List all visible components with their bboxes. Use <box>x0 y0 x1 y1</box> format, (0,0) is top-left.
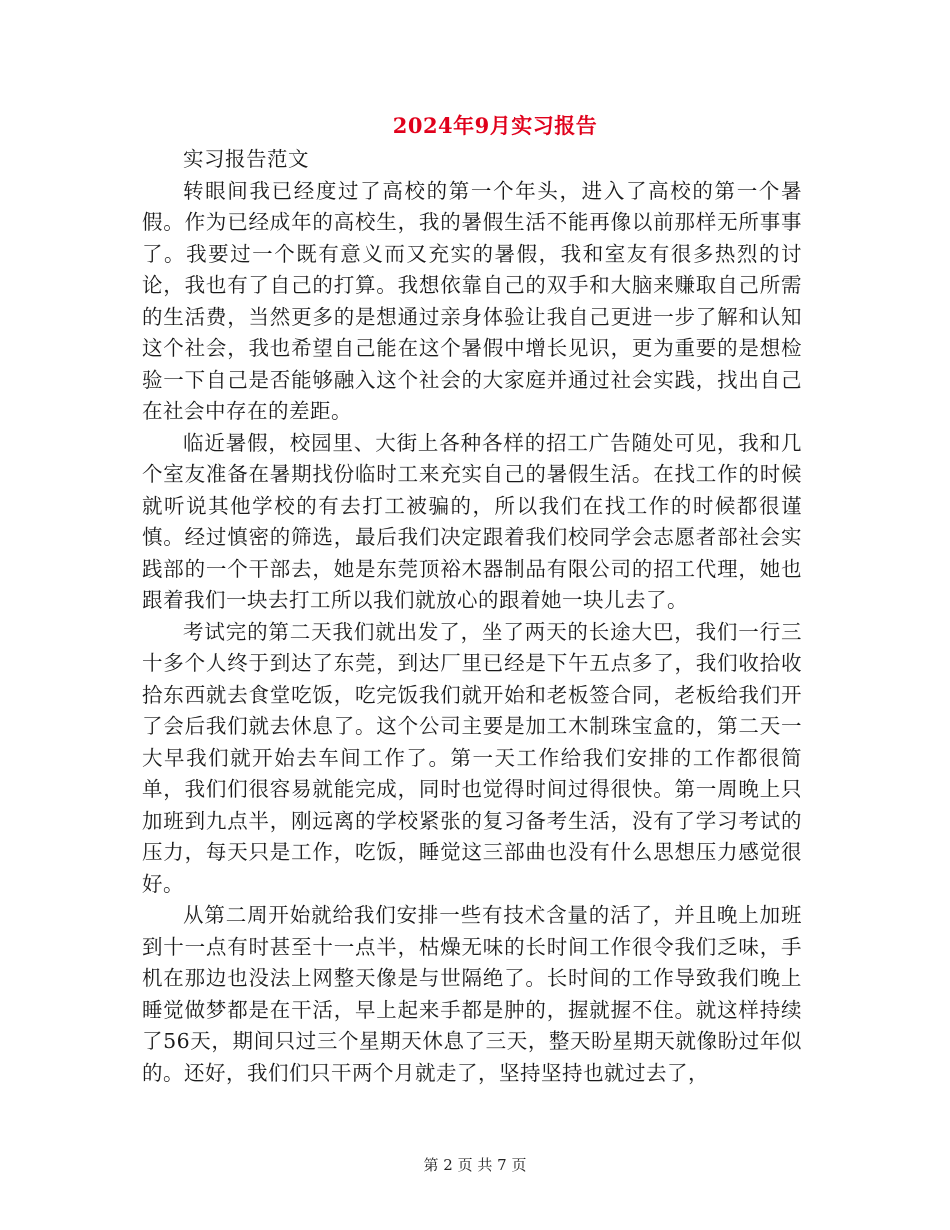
document-title: 2024年9月实习报告 <box>392 113 598 138</box>
paragraph: 从第二周开始就给我们安排一些有技术含量的活了，并且晚上加班到十一点有时甚至十一点半，枯燥无味的长时间工作很令我们乏味，手机在那边也没法上网整天像是与世隔绝了。长时间的工作导致我们晚上睡觉做梦都是在干活，早上起来手都是肿的，握就握不住。就这样持续了56天，期间只过三个星期天休息了三天，整天盼星期天就像盼过年似的。还好，我们们只干两个月就走了，坚持坚持也就过去了， <box>142 903 802 1085</box>
document-body <box>142 144 802 1089</box>
paragraph: 转眼间我已经度过了高校的第一个年头，进入了高校的第一个暑假。作为已经成年的高校生，我的暑假生活不能再像以前那样无所事事了。我要过一个既有意义而又充实的暑假，我和室友有很多热烈的讨论，我也有了自己的打算。我想依靠自己的双手和大脑来赚取自己所需的生活费，当然更多的是想通过亲身体验让我自己更进一步了解和认知这个社会，我也希望自己能在这个暑假中增长见识，更为重要的是想检验一下自己是否能够融入这个社会的大家庭并通过社会实践，找出自己在社会中存在的差距。 <box>142 178 802 423</box>
page-number-footer: 第 2 页 共 7 页 <box>423 1156 527 1174</box>
paragraph-subtitle: 实习报告范文 <box>183 147 309 171</box>
paragraph: 考试完的第二天我们就出发了，坐了两天的长途大巴，我们一行三十多个人终于到达了东莞，到达厂里已经是下午五点多了，我们收拾收拾东西就去食堂吃饭，吃完饭我们就开始和老板签合同，老板给我们开了会后我们就去休息了。这个公司主要是加工木制珠宝盒的，第二天一大早我们就开始去车间工作了。第一天工作给我们安排的工作都很简单，我们们很容易就能完成，同时也觉得时间过得很快。第一周晚上只加班到九点半，刚远离的学校紧张的复习备考生活，没有了学习考试的压力，每天只是工作，吃饭，睡觉这三部曲也没有什么思想压力感觉很好。 <box>142 619 802 896</box>
paragraph: 临近暑假，校园里、大街上各种各样的招工广告随处可见，我和几个室友准备在暑期找份临时工来充实自己的暑假生活。在找工作的时候就听说其他学校的有去打工被骗的，所以我们在找工作的时候都很谨慎。经过慎密的筛选，最后我们决定跟着我们校同学会志愿者部社会实践部的一个干部去，她是东莞顶裕木器制品有限公司的招工代理，她也跟着我们一块去打工所以我们就放心的跟着她一块儿去了。 <box>142 430 802 612</box>
